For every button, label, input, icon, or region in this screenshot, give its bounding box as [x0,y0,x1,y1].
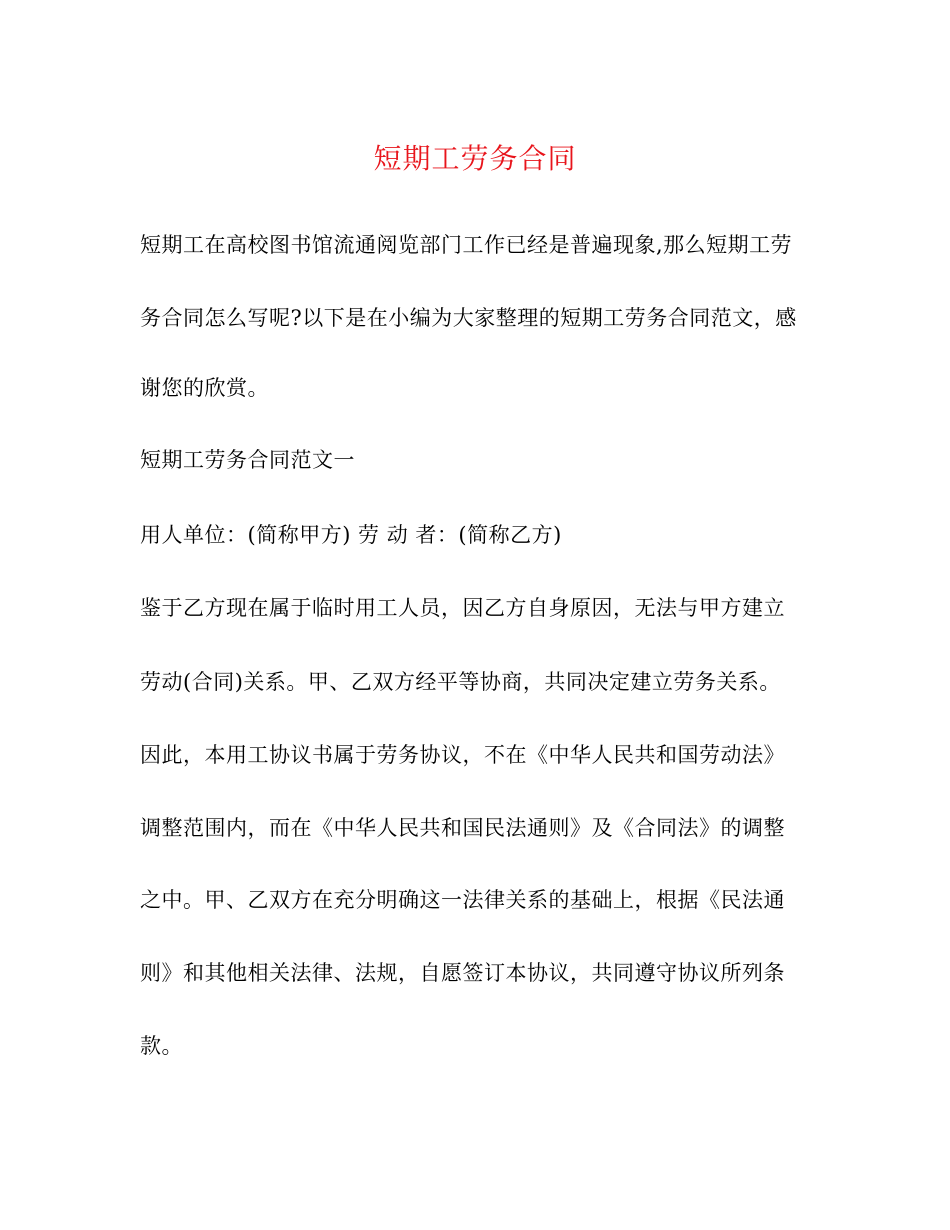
body-line: 短期工在高校图书馆流通阅览部门工作已经是普遍现象,那么短期工劳 [140,233,793,257]
body-line: 因此，本用工协议书属于劳务协议，不在《中华人民共和国劳动法》 [140,743,785,767]
body-line: 款。 [140,1034,183,1058]
document-title: 短期工劳务合同 [373,142,577,175]
body-line: 则》和其他相关法律、法规，自愿签订本协议，共同遵守协议所列条 [140,961,785,985]
section-heading: 短期工劳务合同范文一 [140,448,355,472]
body-line: 之中。甲、乙双方在充分明确这一法律关系的基础上，根据《民法通 [140,888,785,912]
body-line: 劳动(合同)关系。甲、乙双方经平等协商，共同决定建立劳务关系。 [140,670,781,694]
body-line: 务合同怎么写呢?以下是在小编为大家整理的短期工劳务合同范文，感 [140,306,797,330]
parties-line: 用人单位：(简称甲方) 劳 动 者：(简称乙方) [140,523,562,547]
body-line: 调整范围内，而在《中华人民共和国民法通则》及《合同法》的调整 [140,816,785,840]
body-line: 谢您的欣赏。 [140,376,269,400]
body-line: 鉴于乙方现在属于临时用工人员，因乙方自身原因，无法与甲方建立 [140,596,785,620]
